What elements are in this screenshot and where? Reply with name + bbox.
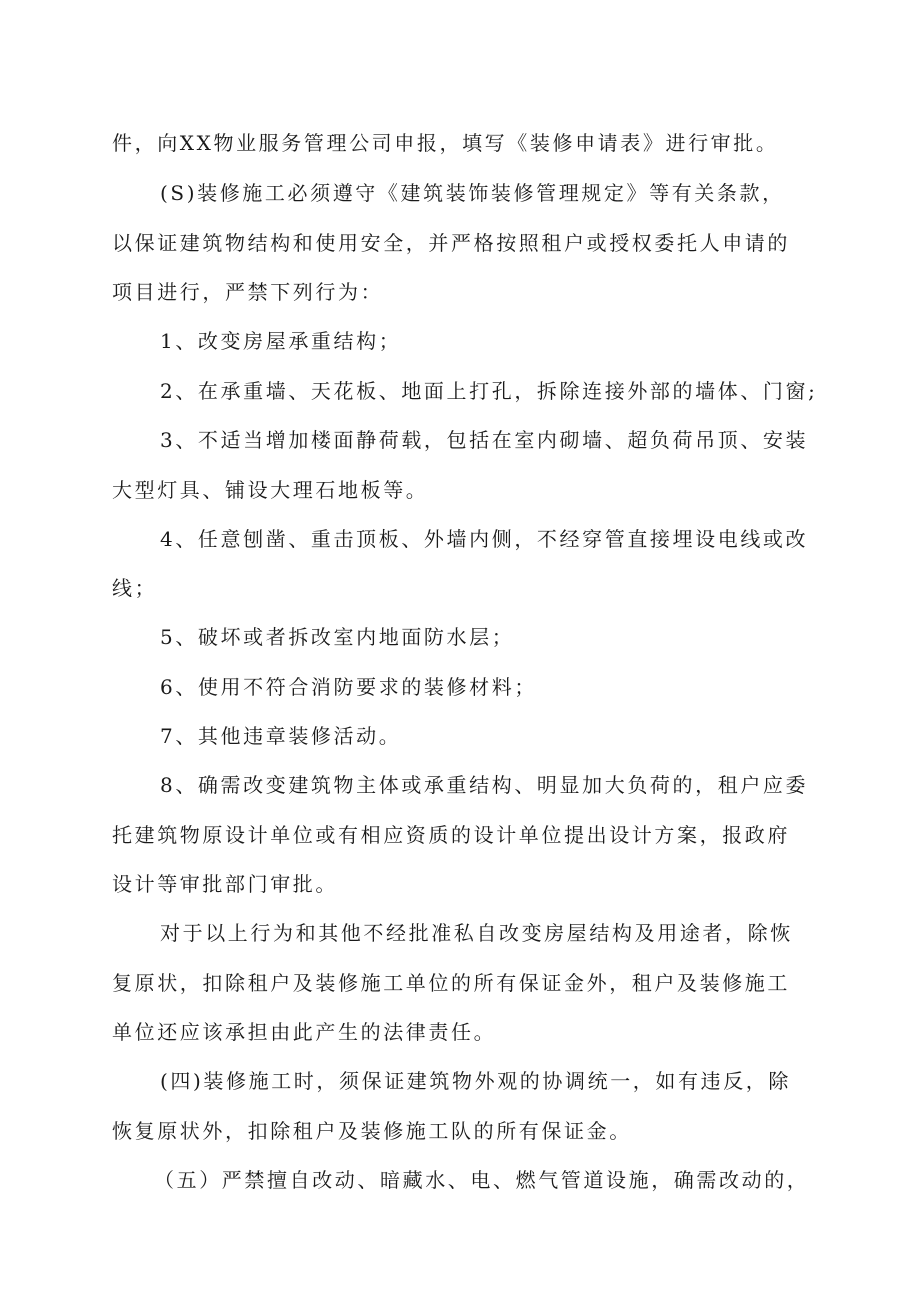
text-line-5: 1、改变房屋承重结构；: [160, 329, 402, 353]
text-line-3: 以保证建筑物结构和使用安全，并严格按照租户或授权委托人申请的: [112, 231, 790, 255]
text-line-17: 对于以上行为和其他不经批准私自改变房屋结构及用途者，除恢: [160, 921, 793, 945]
text-line-19: 单位还应该承担由此产生的法律责任。: [112, 1020, 497, 1044]
text-line-14: 8、确需改变建筑物主体或承重结构、明显加大负荷的，租户应委: [160, 773, 809, 797]
text-line-4: 项目进行，严禁下列行为：: [112, 280, 384, 304]
text-line-20: (四)装修施工时，须保证建筑物外观的协调统一，如有违反，除: [160, 1069, 792, 1093]
text-line-15: 托建筑物原设计单位或有相应资质的设计单位提出设计方案，报政府: [112, 823, 790, 847]
text-line-6: 2、在承重墙、天花板、地面上打孔，拆除连接外部的墙体、门窗;: [160, 379, 818, 403]
text-line-18: 复原状，扣除租户及装修施工单位的所有保证金外，租户及装修施工: [112, 971, 790, 995]
text-line-11: 5、破坏或者拆改室内地面防水层；: [160, 625, 515, 649]
text-line-10: 线；: [112, 576, 158, 600]
text-line-12: 6、使用不符合消防要求的装修材料；: [160, 675, 537, 699]
text-line-8: 大型灯具、铺设大理石地板等。: [112, 478, 429, 502]
text-line-21: 恢复原状外，扣除租户及装修施工队的所有保证金。: [112, 1119, 632, 1143]
text-line-13: 7、其他违章装修活动。: [160, 724, 402, 748]
text-line-9: 4、任意刨凿、重击顶板、外墙内侧，不经穿管直接埋设电线或改: [160, 527, 809, 551]
text-line-1: 件，向XX物业服务管理公司申报，填写《装修申请表》进行审批。: [112, 131, 779, 155]
text-line-7: 3、不适当增加楼面静荷载，包括在室内砌墙、超负荷吊顶、安装: [160, 428, 809, 452]
text-line-2: (S)装修施工必须遵守《建筑装饰装修管理规定》等有关条款，: [160, 181, 785, 205]
text-line-16: 设计等审批部门审批。: [112, 872, 338, 896]
text-line-22: （五）严禁擅自改动、暗藏水、电、燃气管道设施，确需改动的，: [154, 1168, 810, 1192]
